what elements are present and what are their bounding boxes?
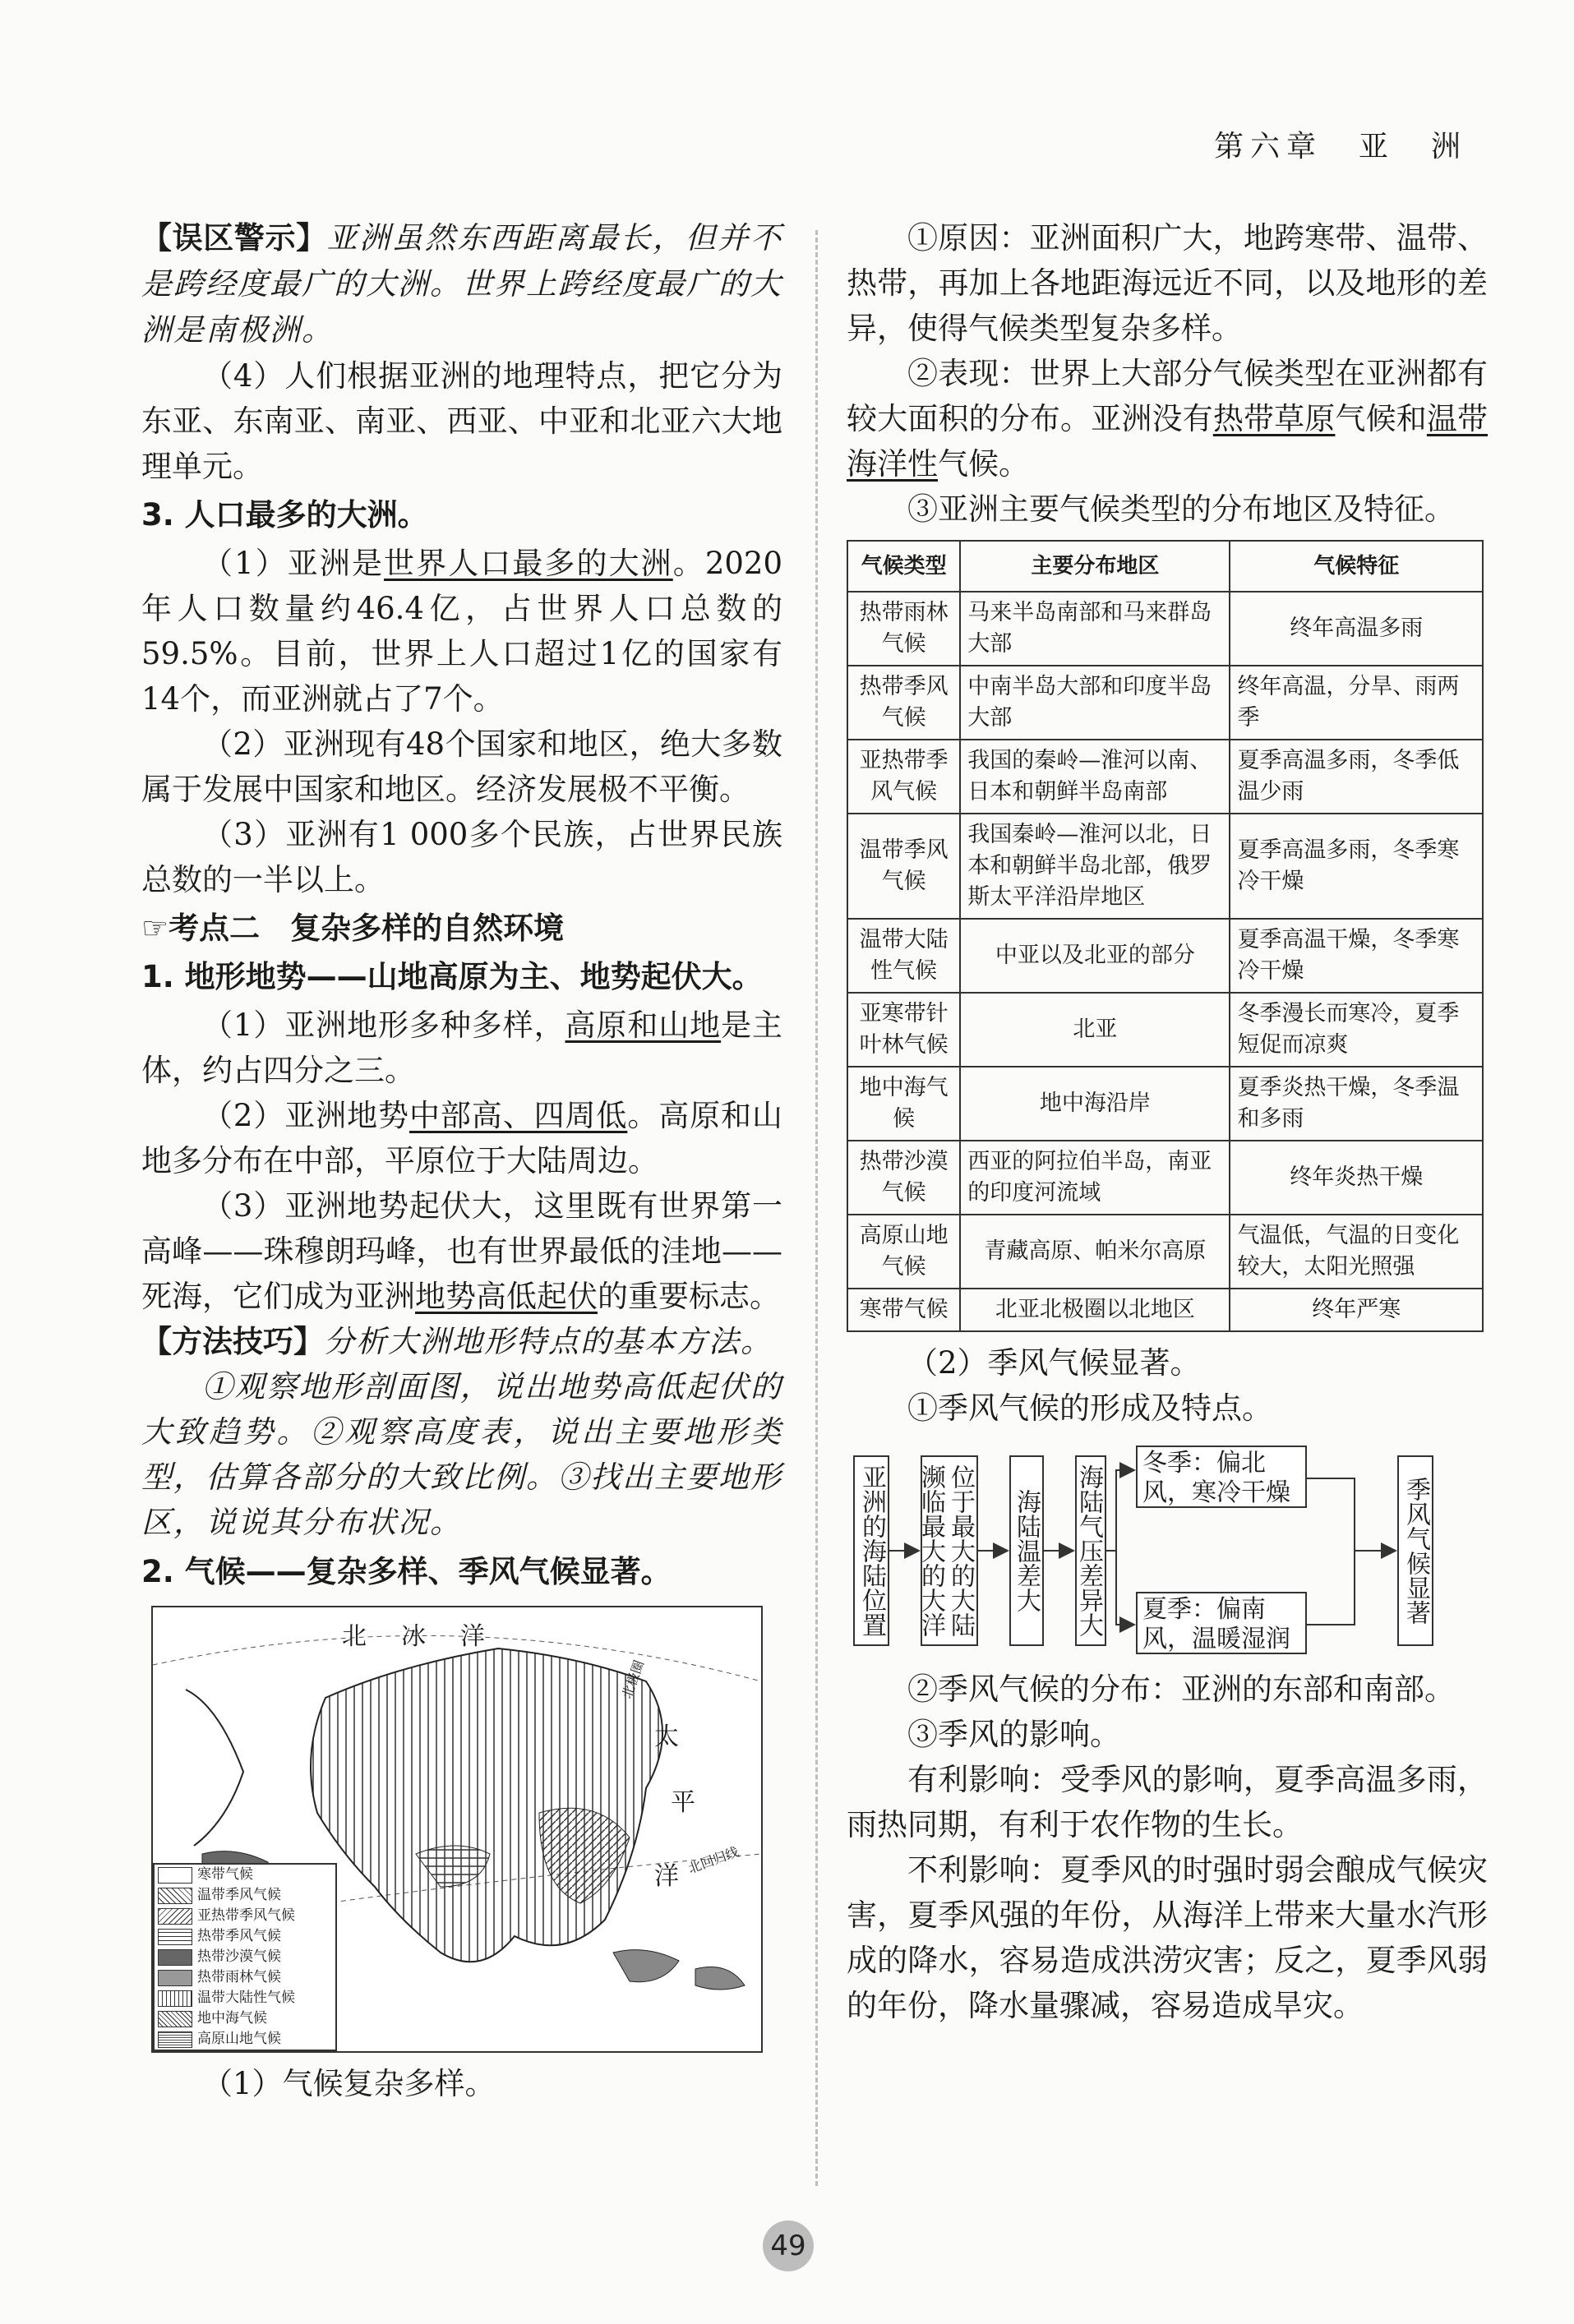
cell-type: 温带大陆性气候 (847, 919, 960, 993)
legend-item (155, 1947, 335, 1967)
legend-label: 热带季风气候 (197, 1928, 281, 1944)
table-row (847, 919, 1483, 993)
th-feature: 气候特征 (1230, 541, 1483, 592)
left-column (141, 215, 782, 2106)
r2-underline-1: 热带草原 (1212, 401, 1336, 436)
legend-swatch (158, 1908, 192, 1925)
legend-swatch (158, 2011, 192, 2027)
legend-swatch (158, 1929, 192, 1945)
table-row (847, 993, 1483, 1067)
asia-landmass (311, 1648, 662, 1962)
map-legend (153, 1863, 337, 2051)
cell-type: 温带季风气候 (847, 814, 960, 919)
t2-underline: 中部高、四周低 (409, 1098, 628, 1133)
para-reason: ①原因：亚洲面积广大，地跨寒带、温带、热带，再加上各地距海远近不同，以及地形的差异，使得气候类型复杂多样。 (847, 220, 1488, 346)
cell-feature: 夏季炎热干燥，冬季温和多雨 (1230, 1067, 1483, 1141)
legend-item (155, 2029, 335, 2050)
t3-b: 的重要标志。 (598, 1279, 780, 1314)
heading-terrain: 1. 地形地势——山地高原为主、地势起伏大。 (141, 959, 763, 994)
cell-type: 地中海气候 (847, 1067, 960, 1141)
cell-feature: 气温低，气温的日变化较大，太阳光照强 (1230, 1215, 1483, 1289)
legend-item (155, 1967, 335, 1988)
table-row (847, 592, 1483, 666)
method-label: 【方法技巧】 (141, 1324, 324, 1359)
para-pop2: （2）亚洲现有48个国家和地区，绝大多数属于发展中国家和地区。经济发展极不平衡。 (141, 726, 782, 807)
cell-feature: 终年严寒 (1230, 1289, 1483, 1331)
cell-feature: 夏季高温干燥，冬季寒冷干燥 (1230, 919, 1483, 993)
para-t2 (141, 1093, 782, 1183)
t2-b: 。高原和山地多分布在中部，平原位于大陆周边。 (141, 1098, 783, 1178)
r2-c: 气候。 (938, 446, 1029, 482)
label-arctic-circle: 北极圈 (618, 1658, 648, 1701)
t2-a: （2）亚洲地势 (202, 1098, 409, 1133)
legend-item (155, 1988, 335, 2008)
cell-feature: 冬季漫长而寒冷，夏季短促而凉爽 (1230, 993, 1483, 1067)
table-row (847, 1141, 1483, 1215)
flow-box-pressure-diff: 海陆气压差异大 (1075, 1455, 1106, 1646)
cell-region: 中亚以及北亚的部分 (960, 919, 1230, 993)
label-pacific-3: 洋 (654, 1862, 679, 1891)
southeast-islands (613, 1950, 745, 1990)
para-monsoon-title: （2）季风气候显著。 (907, 1345, 1201, 1381)
para-pop3: （3）亚洲有1 000多个民族，占世界民族总数的一半以上。 (141, 817, 782, 897)
cell-feature: 终年高温多雨 (1230, 592, 1483, 666)
para-regions: （4）人们根据亚洲的地理特点，把它分为东亚、东南亚、南亚、西亚、中亚和北亚六大地理单元。 (141, 358, 782, 484)
cell-type: 亚热带季风气候 (847, 740, 960, 814)
para-bad-impact: 不利影响：夏季风的时强时弱会酿成气候灾害，夏季风强的年份，从海洋上带来大量水汽形成的降水，容易造成洪涝灾害；反之，夏季风弱的年份，降水量骤减，容易造成旱灾。 (847, 1852, 1488, 2023)
legend-swatch (158, 1949, 192, 1966)
asia-climate-map (151, 1606, 763, 2053)
cell-feature: 终年高温，分旱、雨两季 (1230, 666, 1483, 740)
legend-item (155, 1885, 335, 1906)
flow-box-result: 季风气候显著 (1397, 1455, 1433, 1646)
warning-label: 【误区警示】 (141, 220, 327, 256)
legend-item (155, 2008, 335, 2029)
flow-box-position: 亚洲的海陆位置 (853, 1455, 889, 1646)
legend-item (155, 1865, 335, 1885)
legend-label: 热带沙漠气候 (197, 1948, 281, 1965)
flow-box-winter: 冬季：偏北风，寒冷干燥 (1136, 1446, 1307, 1508)
caption-climate-diverse: （1）气候复杂多样。 (202, 2066, 496, 2101)
west-coast (186, 1690, 243, 1846)
cell-type: 亚寒带针叶林气候 (847, 993, 960, 1067)
para-table-intro: ③亚洲主要气候类型的分布地区及特征。 (907, 491, 1455, 527)
cell-region: 北亚北极圈以北地区 (960, 1289, 1230, 1331)
cell-region: 中南半岛大部和印度半岛大部 (960, 666, 1230, 740)
para-pop1 (141, 541, 782, 722)
legend-label: 寒带气候 (197, 1866, 253, 1883)
legend-label: 高原山地气候 (197, 2031, 281, 2047)
t1-a: （1）亚洲地形多种多样， (202, 1008, 565, 1043)
para-manifest (847, 351, 1488, 486)
para-monsoon-formation: ①季风气候的形成及特点。 (907, 1390, 1272, 1426)
right-column (847, 215, 1488, 2028)
label-pacific-2: 平 (671, 1788, 695, 1817)
heading-kaodian2: ☞考点二 复杂多样的自然环境 (141, 911, 565, 946)
table-row (847, 1289, 1483, 1331)
para-good-impact: 有利影响：受季风的影响，夏季高温多雨，雨热同期，有利于农作物的生长。 (847, 1762, 1488, 1842)
r2-b: 气候和 (1335, 401, 1427, 436)
t1-b: 是主体，约占四分之三。 (141, 1008, 783, 1088)
legend-swatch (158, 1990, 192, 2007)
flow-box-location: 位于最大的大陆濒临最大的大洋 (921, 1455, 978, 1646)
para-monsoon-distribution: ②季风气候的分布：亚洲的东部和南部。 (907, 1672, 1455, 1707)
legend-label: 热带雨林气候 (197, 1969, 281, 1985)
pop1-b: 。2020年人口数量约46.4亿，占世界人口总数的59.5%。目前，世界上人口超过1亿的国家有14个，而亚洲就占了7个。 (141, 546, 783, 717)
r2-underline-2: 温带海洋性 (847, 401, 1489, 482)
pop1-a: （1）亚洲是 (202, 546, 385, 581)
cell-region: 我国秦岭—淮河以北，日本和朝鲜半岛北部，俄罗斯太平洋沿岸地区 (960, 814, 1230, 919)
table-row (847, 1067, 1483, 1141)
cell-feature: 夏季高温多雨，冬季低温少雨 (1230, 740, 1483, 814)
cell-region: 青藏高原、帕米尔高原 (960, 1215, 1230, 1289)
warning-text: 亚洲虽然东西距离最长，但并不是跨经度最广的大洲。世界上跨经度最广的大洲是南极洲。 (141, 222, 783, 348)
monsoon-flowchart (847, 1446, 1488, 1655)
heading-population: 3. 人口最多的大洲。 (141, 497, 428, 533)
legend-swatch (158, 1867, 192, 1884)
th-type: 气候类型 (847, 541, 960, 592)
para-t1 (141, 1003, 782, 1093)
cell-type: 高原山地气候 (847, 1215, 960, 1289)
cell-type: 热带季风气候 (847, 666, 960, 740)
cell-type: 热带沙漠气候 (847, 1141, 960, 1215)
flow-box-temp-diff: 海陆温差大 (1009, 1455, 1044, 1646)
legend-item (155, 1906, 335, 1926)
label-arctic-ocean: 北 冰 洋 (342, 1622, 490, 1651)
table-row (847, 1215, 1483, 1289)
cell-region: 西亚的阿拉伯半岛，南亚的印度河流域 (960, 1141, 1230, 1215)
page-header: 第六章 亚 洲 (1213, 130, 1467, 164)
cell-region: 地中海沿岸 (960, 1067, 1230, 1141)
legend-label: 温带季风气候 (197, 1887, 281, 1903)
pop1-underline: 世界人口最多的大洲 (384, 546, 673, 581)
t3-a: （3）亚洲地势起伏大，这里既有世界第一高峰——珠穆朗玛峰，也有世界最低的洼地——死海，它们成为亚洲 (141, 1188, 782, 1314)
cell-region: 我国的秦岭—淮河以南、日本和朝鲜半岛南部 (960, 740, 1230, 814)
para-t3 (141, 1183, 782, 1319)
th-region: 主要分布地区 (960, 541, 1230, 592)
heading-climate: 2. 气候——复杂多样、季风气候显著。 (141, 1554, 672, 1589)
method-text: 分析大洲地形特点的基本方法。 (324, 1326, 773, 1359)
cell-type: 寒带气候 (847, 1289, 960, 1331)
t3-underline: 地势高低起伏 (415, 1279, 598, 1314)
legend-label: 地中海气候 (197, 2010, 267, 2027)
label-pacific-1: 太 (654, 1722, 679, 1751)
legend-swatch (158, 2031, 192, 2048)
cell-type: 热带雨林气候 (847, 592, 960, 666)
legend-label: 温带大陆性气候 (197, 1990, 295, 2006)
page-number: 49 (763, 2220, 814, 2271)
column-divider (815, 230, 818, 2186)
table-header-row (847, 541, 1483, 592)
r2-a: ②表现：世界上大部分气候类型在亚洲都有较大面积的分布。亚洲没有 (847, 356, 1488, 436)
table-row (847, 740, 1483, 814)
legend-swatch (158, 1970, 192, 1986)
cell-feature: 夏季高温多雨，冬季寒冷干燥 (1230, 814, 1483, 919)
table-row (847, 666, 1483, 740)
cell-region: 北亚 (960, 993, 1230, 1067)
para-monsoon-impact: ③季风的影响。 (907, 1717, 1120, 1752)
flow-box-summer: 夏季：偏南风，温暖湿润 (1136, 1592, 1307, 1654)
label-tropic: 北回归线 (685, 1843, 741, 1877)
cell-feature: 终年炎热干燥 (1230, 1141, 1483, 1215)
legend-label: 亚热带季风气候 (197, 1907, 295, 1924)
method-steps: ①观察地形剖面图，说出地势高低起伏的大致趋势。②观察高度表，说出主要地形类型，估算各部分的大致比例。③找出主要地形区，说说其分布状况。 (141, 1371, 782, 1540)
table-row (847, 814, 1483, 919)
legend-item (155, 1926, 335, 1947)
legend-swatch (158, 1888, 192, 1904)
t1-underline: 高原和山地 (565, 1008, 722, 1043)
cell-region: 马来半岛南部和马来群岛大部 (960, 592, 1230, 666)
method-para (141, 1319, 782, 1365)
climate-table (847, 540, 1484, 1332)
warning-para (141, 215, 782, 353)
